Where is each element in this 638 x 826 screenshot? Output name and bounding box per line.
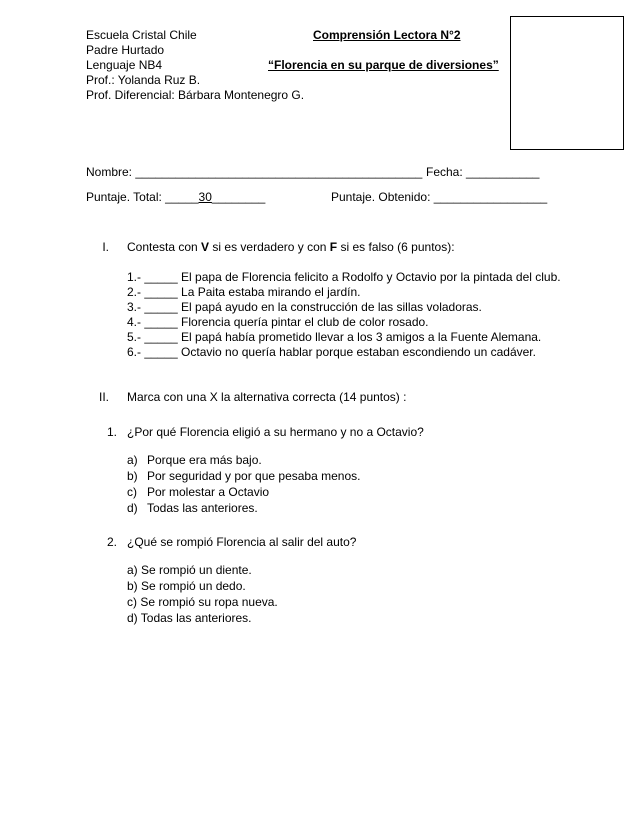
tf-item: 1.- _____ El papa de Florencia felicito a Rodolfo y Octavio por la pintada del club.	[127, 270, 561, 284]
tf-item: 6.- _____ Octavio no quería hablar porque estaban escondiendo un cadáver.	[127, 345, 536, 359]
school-location: Padre Hurtado	[86, 43, 165, 57]
true-letter: V	[201, 240, 210, 254]
course-name: Lenguaje NB4	[86, 58, 163, 72]
differential-teacher-name: Prof. Diferencial: Bárbara Montenegro G.	[86, 88, 305, 102]
false-letter: F	[329, 240, 338, 254]
tf-item: 4.- _____ Florencia quería pintar el club de color rosado.	[127, 315, 429, 329]
question-1-text: ¿Por qué Florencia eligió a su hermano y no a Octavio?	[127, 425, 424, 439]
total-score-line: ________	[211, 190, 266, 204]
story-title: “Florencia en su parque de diversiones”	[268, 58, 499, 72]
school-name: Escuela Cristal Chile	[86, 28, 197, 42]
date-field: Fecha: ___________	[426, 165, 540, 179]
q1-option-text: Por molestar a Octavio	[147, 485, 270, 499]
q1-option-letter: a)	[127, 453, 138, 467]
tf-item: 5.- _____ El papá había prometido llevar a los 3 amigos a la Fuente Alemana.	[127, 330, 542, 344]
section-1-numeral: I.	[102, 240, 109, 254]
obtained-score-field: Puntaje. Obtenido: _________________	[331, 190, 548, 204]
instruction-text: si es verdadero y con	[209, 240, 330, 254]
q1-option-letter: c)	[127, 485, 137, 499]
total-score-field	[86, 190, 265, 204]
q1-option-text: Porque era más bajo.	[147, 453, 262, 467]
q2-option: a) Se rompió un diente.	[127, 563, 252, 577]
question-2-text: ¿Qué se rompió Florencia al salir del auto?	[127, 535, 357, 549]
total-score-value: 30	[198, 190, 212, 204]
q1-option-text: Por seguridad y por que pesaba menos.	[147, 469, 361, 483]
question-1-number: 1.	[107, 425, 118, 439]
section-2-instruction: Marca con una X la alternativa correcta (14 puntos) :	[127, 390, 407, 404]
total-score-label: Puntaje. Total: _____	[86, 190, 199, 204]
section-2-numeral: II.	[98, 390, 109, 404]
question-2-number: 2.	[107, 535, 118, 549]
test-title: Comprensión Lectora N°2	[313, 28, 461, 42]
tf-item: 3.- _____ El papá ayudo en la construcción de las sillas voladoras.	[127, 300, 482, 314]
q2-option: b) Se rompió un dedo.	[127, 579, 246, 593]
q1-option-letter: b)	[127, 469, 138, 483]
q1-option-text: Todas las anteriores.	[147, 501, 258, 515]
q2-option: c) Se rompió su ropa nueva.	[127, 595, 278, 609]
tf-item: 2.- _____ La Paita estaba mirando el jardín.	[127, 285, 361, 299]
q1-option-letter: d)	[127, 501, 138, 515]
name-field: Nombre: ___________________________________________	[86, 165, 423, 179]
section-1-instruction	[127, 240, 455, 254]
photo-box	[510, 16, 624, 150]
instruction-text: si es falso (6 puntos):	[337, 240, 455, 254]
teacher-name: Prof.: Yolanda Ruz B.	[86, 73, 201, 87]
instruction-text: Contesta con	[127, 240, 202, 254]
q2-option: d) Todas las anteriores.	[127, 611, 252, 625]
